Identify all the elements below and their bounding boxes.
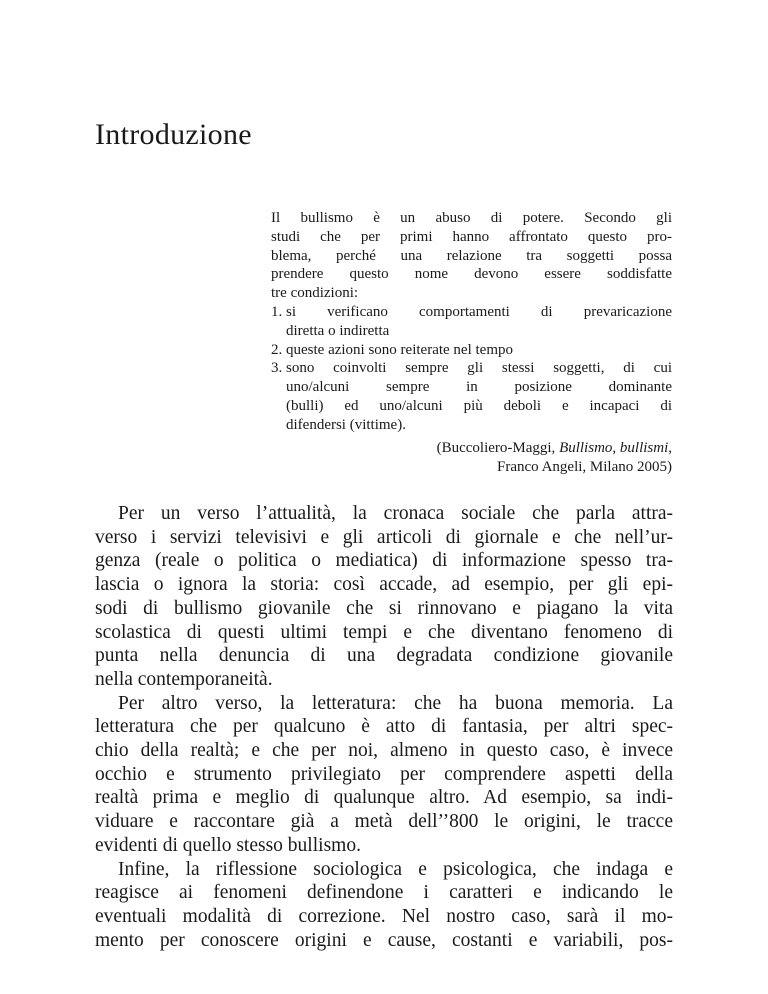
citation-separator: ,	[668, 439, 672, 456]
body-line: nella contemporaneità.	[95, 668, 273, 690]
chapter-title: Introduzione	[95, 118, 252, 151]
epigraph-line: blema, perché una relazione tra soggetti possa	[271, 247, 672, 264]
epigraph-item-continuation: (bulli) ed uno/alcuni più deboli e incapaci di	[286, 397, 672, 414]
epigraph-list-item	[271, 341, 672, 360]
epigraph-list-item	[271, 303, 672, 341]
epigraph-item-continuation: difendersi (vittime).	[286, 416, 406, 433]
list-number: 2.	[271, 341, 283, 358]
body-line: letteratura che per qualcuno è atto di fantasia, per altri spec-	[95, 716, 673, 738]
body-line: chio della realtà; e che per noi, almeno in questo caso, è invece	[95, 740, 673, 762]
body-line: verso i servizi televisivi e gli articoli di giornale e che nell’ur-	[95, 526, 673, 548]
epigraph-item-first-line	[271, 303, 672, 322]
epigraph-item-continuation: uno/alcuni sempre in posizione dominante	[286, 379, 672, 396]
epigraph-citation	[271, 439, 672, 477]
epigraph-list-item	[271, 359, 672, 434]
body-line: scolastica di questi ultimi tempi e che diventano fenomeno di	[95, 621, 673, 643]
body-line: sodi di bullismo giovanile che si rinnovano e piagano la vita	[95, 597, 673, 619]
body-line: punta nella denuncia di una degradata condizione giovanile	[95, 645, 673, 667]
body-line: eventuali modalità di correzione. Nel nostro caso, sarà il mo-	[95, 905, 673, 927]
epigraph-item-first-line	[271, 359, 672, 378]
epigraph-item-text: si verificano comportamenti di prevaricazione	[286, 303, 672, 320]
epigraph-line: prendere questo nome devono essere soddisfatte	[271, 266, 672, 283]
epigraph-line: Il bullismo è un abuso di potere. Secondo gli	[271, 210, 672, 226]
body-line: Per un verso l’attualità, la cronaca sociale che parla attra-	[118, 503, 673, 524]
body-line: genza (reale o politica o mediatica) di informazione spesso tra-	[95, 550, 673, 572]
list-number: 3.	[271, 360, 283, 377]
body-line: occhio e strumento privilegiato per comprendere aspetti della	[95, 763, 673, 785]
body-line: Infine, la riflessione sociologica e psicologica, che indaga e	[118, 858, 673, 880]
body-line: evidenti di quello stesso bullismo.	[95, 834, 361, 856]
epigraph-item-continuation: diretta o indiretta	[286, 322, 390, 339]
epigraph-line: studi che per primi hanno affrontato questo pro-	[271, 228, 672, 245]
body-line: lascia o ignora la storia: così accade, ad esempio, per gli epi-	[95, 574, 673, 596]
citation-publisher: Franco Angeli, Milano 2005)	[497, 458, 672, 475]
body-line: viduare e raccontare già a metà dell’’800 le origini, le tracce	[95, 811, 673, 833]
body-line: reagisce ai fenomeni definendone i caratteri e indicando le	[95, 882, 673, 904]
list-number: 1.	[271, 303, 283, 320]
body-line: mento per conoscere origini e cause, costanti e variabili, pos-	[95, 929, 673, 951]
epigraph-item-first-line	[271, 341, 672, 360]
citation-book-title: Bullismo, bullismi	[559, 439, 669, 456]
citation-author: (Buccoliero-Maggi,	[436, 439, 560, 456]
body-line: Per altro verso, la letteratura: che ha buona memoria. La	[118, 692, 673, 714]
epigraph	[271, 209, 672, 477]
body-line: realtà prima e meglio di qualunque altro. Ad esempio, sa indi-	[95, 787, 673, 809]
epigraph-item-text: sono coinvolti sempre gli stessi soggetti, di cui	[286, 360, 672, 377]
epigraph-item-text: queste azioni sono reiterate nel tempo	[286, 341, 513, 358]
body-text	[95, 502, 673, 952]
epigraph-line: tre condizioni:	[271, 285, 359, 302]
